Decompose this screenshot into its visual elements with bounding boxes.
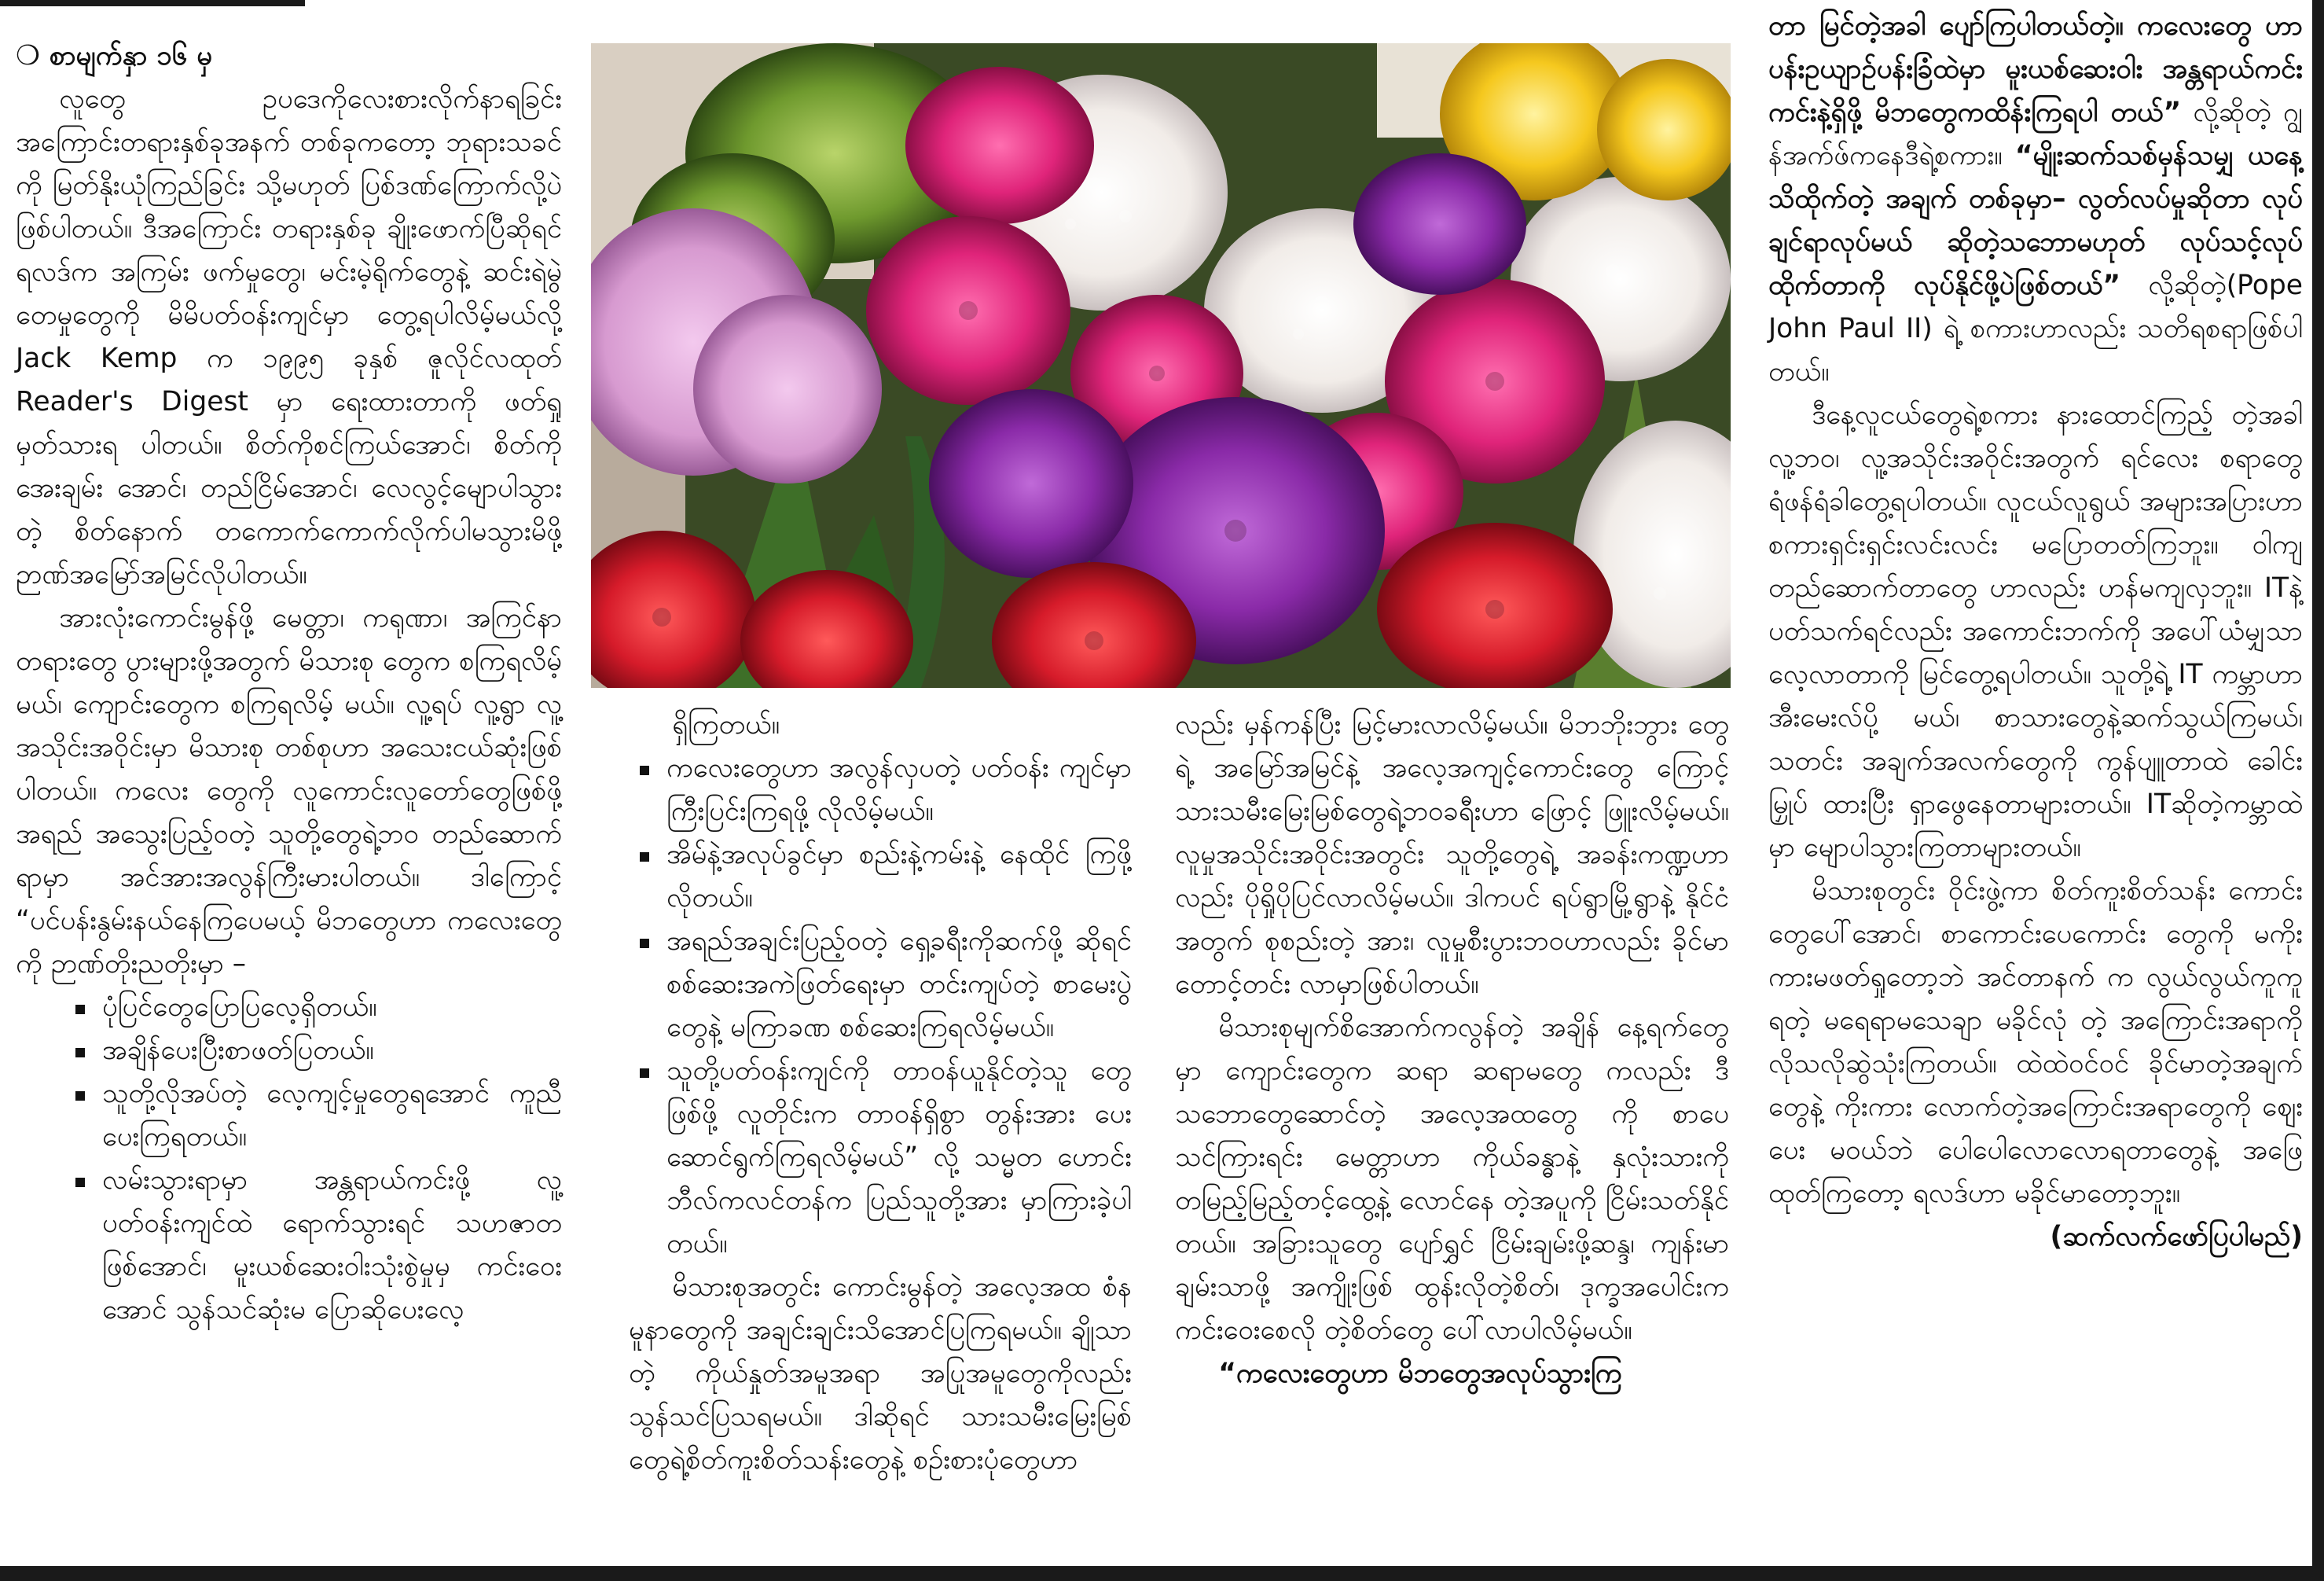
paragraph: မိသားစုတွင်း ဝိုင်းဖွဲ့ကာ စိတ်ကူးစိတ်သန်း ကောင်းတွေပေါ်အောင်၊ စာကောင်းပေကောင်း တွေကို မကိုးကားမဖတ်ရှုတော့ဘဲ အင်တာနက် က လွယ်လွယ်ကူကူရတဲ့ မရေရာမသေချာ မခိုင်လုံ တဲ့ အကြောင်းအရာကို လိုသလိုဆွဲသုံးကြတယ်။ ထဲထဲဝင်ဝင် ခိုင်မာတဲ့အချက်တွေနဲ့ ကိုးကား လောက်တဲ့အကြောင်းအရာတွေကို ဈေးပေး မဝယ်ဘဲ ပေါပေါလောလောရတာတွေနဲ့ အဖြေ ထုတ်ကြတော့ ရလဒ်ဟာ မခိုင်မာတော့ဘူး။ bbox=[1768, 875, 2303, 1209]
list-item: အရည်အချင်းပြည့်ဝတဲ့ ရှေ့ခရီးကိုဆက်ဖို့ ဆိုရင် စစ်ဆေးအကဲဖြတ်ရေးမှာ တင်းကျပ်တဲ့ စာမေးပွဲတွေနဲ့ မကြာခဏ စစ်ဆေးကြရလိမ့်မယ်။ bbox=[629, 920, 1132, 1050]
paragraph-continuation: ရှိကြတယ်။ bbox=[672, 709, 780, 741]
quote-pope: “မျိုးဆက်သစ်မှန်သမျှ ယနေ့သိထိုက်တဲ့ အချက် တစ်ခုမှာ– လွတ်လပ်မှုဆိုတာ လုပ်ချင်ရာလုပ်မယ် ဆိုတဲ့သဘောမဟုတ် လုပ်သင့်လုပ်ထိုက်တာကို လုပ်နိုင်ဖို့ပဲဖြစ်တယ်” bbox=[1768, 140, 2303, 301]
paragraph: မိသားစုမျက်စိအောက်ကလွန်တဲ့ အချိန် နေ့ရက်တွေမှာ ကျောင်းတွေက ဆရာ ဆရာမတွေ ကလည်း ဒီသဘောတွေဆောင်တဲ့ အလေ့အထတွေ ကို စာပေသင်ကြားရင်း မေတ္တာဟာ ကိုယ်ခန္ဓာနဲ့ နှလုံးသားကို တမြည့်မြည့်တင့်ထွေ့နဲ့ လောင်နေ တဲ့အပူကို ငြိမ်းသတ်နိုင်တယ်။ အခြားသူတွေ ပျော်ရွှင် ငြိမ်းချမ်းဖို့ဆန္ဒ၊ ကျန်းမာချမ်းသာဖို့ အကျိုးဖြစ် ထွန်းလိုတဲ့စိတ်၊ ဒုက္ခအပေါင်းက ကင်းဝေးစေလို တဲ့စိတ်တွေ ပေါ်လာပါလိမ့်မယ်။ bbox=[1175, 1012, 1729, 1346]
article-column-3 bbox=[1175, 704, 1729, 1395]
article-column-1 bbox=[16, 35, 562, 1332]
quote-attribution: လို့ဆိုတဲ့(Pope John Paul II) ရဲ့ စကားဟာလည်း သတိရစရာဖြစ်ပါ တယ်။ bbox=[1768, 270, 2303, 388]
paragraph-continuation: လည်း မှန်ကန်ပြီး မြင့်မားလာလိမ့်မယ်။ မိဘဘိုးဘွား တွေရဲ့ အမြော်အမြင်နဲ့ အလေ့အကျင့်ကောင်းတွေ ကြောင့် သားသမီးမြေးမြစ်တွေရဲ့ဘဝခရီးဟာ ဖြောင့် ဖြူးလိမ့်မယ်။ လူမှုအသိုင်းအဝိုင်းအတွင်း သူတို့တွေရဲ့ အခန်းကဏ္ဍဟာလည်း ပိုရှိုပိုပြင်လာလိမ့်မယ်။ ဒါကပင် ရပ်ရွာမြို့ရွာနဲ့ နိုင်ငံအတွက် စုစည်းတဲ့ အား၊ လူမှုစီးပွားဘဝဟာလည်း ခိုင်မာတောင့်တင်း လာမှာဖြစ်ပါတယ်။ bbox=[1175, 709, 1729, 1000]
list-item: လမ်းသွားရာမှာ အန္တရာယ်ကင်းဖို့ လူ့ ပတ်ဝန်းကျင်ထဲ ရောက်သွားရင် သဟဇာတ ဖြစ်အောင်၊ မူးယစ်ဆေးဝါးသုံးစွဲမှုမှ ကင်းဝေး အောင် သွန်သင်ဆုံးမ ပြောဆိုပေးလေ့ bbox=[64, 1159, 562, 1332]
right-border bbox=[2312, 0, 2324, 1581]
flower-bouquet-photo bbox=[591, 43, 1731, 688]
article-column-2 bbox=[629, 704, 1132, 1482]
bottom-border bbox=[0, 1566, 2324, 1581]
article-column-4 bbox=[1768, 5, 2303, 1259]
list-item: အိမ်နဲ့အလုပ်ခွင်မှာ စည်းနဲ့ကမ်းနဲ့ နေထိုင် ကြဖို့လိုတယ်။ bbox=[629, 833, 1132, 920]
paragraph: လူတွေ ဥပဒေကိုလေးစားလိုက်နာရခြင်း အကြောင်းတရားနှစ်ခုအနက် တစ်ခုကတော့ ဘုရားသခင်ကို မြတ်နိုးယုံကြည်ခြင်း သို့မဟုတ် ပြစ်ဒဏ်ကြောက်လို့ပဲ ဖြစ်ပါတယ်။ ဒီအကြောင်း တရားနှစ်ခု ချိုးဖောက်ပြီဆိုရင် ရလဒ်က အကြမ်း ဖက်မှုတွေ၊ မင်းမဲ့ရိုက်တွေနဲ့ ဆင်းရဲမွဲတေမှုတွေကို မိမိပတ်ဝန်းကျင်မှာ တွေ့ရပါလိမ့်မယ်လို့ Jack Kemp က ၁၉၉၅ ခုနှစ် ဇူလိုင်လထုတ် Reader's Digest မှာ ရေးထားတာကို ဖတ်ရှုမှတ်သားရ ပါတယ်။ စိတ်ကိုစင်ကြယ်အောင်၊ စိတ်ကိုအေးချမ်း အောင်၊ တည်ငြိမ်အောင်၊ လေလွင့်မျောပါသွားတဲ့ စိတ်နောက် တကောက်ကောက်လိုက်ပါမသွားမိဖို့ ဉာဏ်အမြော်အမြင်လိုပါတယ်။ bbox=[16, 83, 562, 590]
list-item: ပုံပြင်တွေပြောပြလေ့ရှိတယ်။ bbox=[64, 986, 562, 1029]
bullet-list bbox=[64, 986, 562, 1332]
quote-kennedy: တာ မြင်တဲ့အခါ ပျော်ကြပါတယ်တဲ့။ ကလေးတွေ ဟာ ပန်းဥယျာဉ်ပန်းခြံထဲမှာ မူးယစ်ဆေးဝါး အန္တရာယ်ကင်းကင်းနဲ့ရှိဖို့ မိဘတွေကထိန်းကြရပါ တယ်” bbox=[1768, 10, 2303, 128]
paragraph: မိသားစုအတွင်း ကောင်းမွန်တဲ့ အလေ့အထ စံနမူနာတွေကို အချင်းချင်းသိအောင်ပြကြရမယ်။ ချိုသာတဲ့ ကိုယ်နှုတ်အမူအရာ အပြုအမူတွေကိုလည်း သွန်သင်ပြသရမယ်။ ဒါဆိုရင် သားသမီးမြေးမြစ် တွေရဲ့စိတ်ကူးစိတ်သန်းတွေနဲ့ စဉ်းစားပုံတွေဟာ bbox=[629, 1271, 1132, 1476]
paragraph-continuation bbox=[1768, 5, 2303, 394]
quote-paragraph: “ကလေးတွေဟာ မိဘတွေအလုပ်သွားကြ bbox=[1218, 1358, 1622, 1389]
list-item: အချိန်ပေးပြီးစာဖတ်ပြတယ်။ bbox=[64, 1029, 562, 1072]
list-item: ကလေးတွေဟာ အလွန်လှပတဲ့ ပတ်ဝန်း ကျင်မှာ ကြီးပြင်းကြရဖို့ လိုလိမ့်မယ်။ bbox=[629, 747, 1132, 833]
bullet-list bbox=[629, 747, 1132, 1266]
flower-photo-image bbox=[591, 43, 1731, 688]
list-item: သူတို့လိုအပ်တဲ့ လေ့ကျင့်မှုတွေရအောင် ကူညီပေးကြရတယ်။ bbox=[64, 1072, 562, 1159]
list-item: သူတို့ပတ်ဝန်းကျင်ကို တာဝန်ယူနိုင်တဲ့သူ တွေဖြစ်ဖို့ လူတိုင်းက တာဝန်ရှိစွာ တွန်းအား ပေးဆောင်ရွက်ကြရလိမ့်မယ်” လို့ သမ္မတ ဟောင်း ဘီလ်ကလင်တန်က ပြည်သူတို့အား မှာကြားခဲ့ပါတယ်။ bbox=[629, 1050, 1132, 1266]
paragraph: ဒီနေ့လူငယ်တွေရဲ့စကား နားထောင်ကြည့် တဲ့အခါ လူ့ဘဝ၊ လူ့အသိုင်းအဝိုင်းအတွက် ရင်လေး စရာတွေ ရံဖန်ရံခါတွေ့ရပါတယ်။ လူငယ်လူရွယ် အများအပြားဟာ စကားရှင်းရှင်းလင်းလင်း မပြောတတ်ကြဘူး။ ဝါကျတည်ဆောက်တာတွေ ဟာလည်း ဟန်မကျလှဘူး။ ITနဲ့ပတ်သက်ရင်လည်း အကောင်းဘက်ကို အပေါ်ယံမျှသာ လေ့လာတာကို မြင်တွေ့ရပါတယ်။ သူတို့ရဲ့ IT ကမ္ဘာဟာ အီးမေးလ်ပို့ မယ်၊ စာသားတွေနဲ့ဆက်သွယ်ကြမယ်၊ သတင်း အချက်အလက်တွေကို ကွန်ပျူတာထဲ ခေါင်းမြှုပ် ထားပြီး ရှာဖွေနေတာများတယ်။ ITဆိုတဲ့ကမ္ဘာထဲ မှာ မျောပါသွားကြတာများတယ်။ bbox=[1768, 399, 2303, 863]
quote-attribution: လို့ဆိုတဲ့ ဂျွန်အက်ဖ်ကနေဒီရဲ့စကား။ bbox=[1768, 97, 2303, 171]
continued-from-heading: ❍ စာမျက်နှာ ၁၆ မှ bbox=[16, 40, 213, 72]
to-be-continued-note: (ဆက်လက်ဖော်ပြပါမည်) bbox=[2050, 1221, 2303, 1252]
paragraph: အားလုံးကောင်းမွန်ဖို့ မေတ္တာ၊ ကရုဏာ၊ အကြင်နာတရားတွေ ပွားများဖို့အတွက် မိသားစု တွေက စကြရလိမ့်မယ်၊ ကျောင်းတွေက စကြရလိမ့် မယ်။ လူ့ရပ် လူ့ရွာ လူ့အသိုင်းအဝိုင်းမှာ မိသားစု တစ်စုဟာ အသေးငယ်ဆုံးဖြစ်ပါတယ်။ ကလေး တွေကို လူကောင်းလူတော်တွေဖြစ်ဖို့ အရည် အသွေးပြည့်ဝတဲ့ သူတို့တွေရဲ့ဘဝ တည်ဆောက် ရာမှာ အင်အားအလွန်ကြီးမားပါတယ်။ ဒါကြောင့် “ပင်ပန်းနွမ်းနယ်နေကြပေမယ့် မိဘတွေဟာ ကလေးတွေကို ဉာဏ်တိုးညတိုးမှာ – bbox=[16, 602, 562, 980]
